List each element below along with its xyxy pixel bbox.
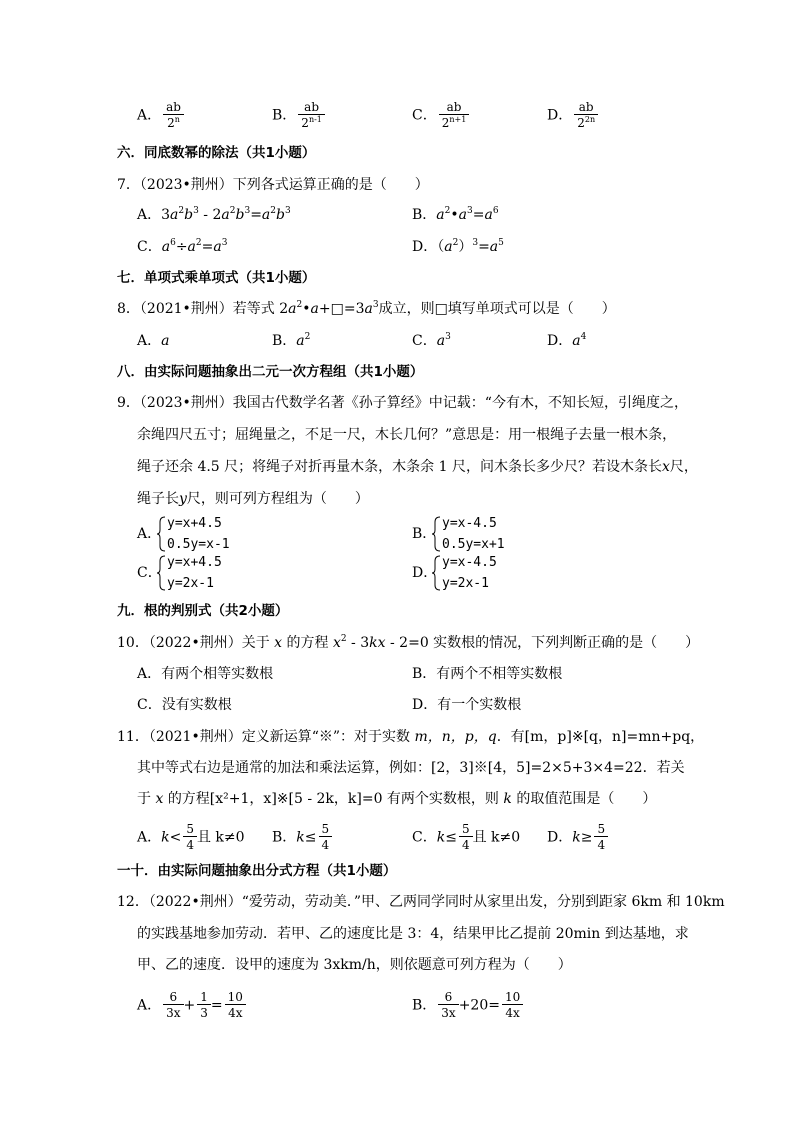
fraction: $\frac{6}{3x}$ xyxy=(438,990,458,1021)
fraction: $\frac{10}{4x}$ xyxy=(225,990,246,1021)
brace-icon xyxy=(157,555,166,591)
fraction: $\frac{1}{3}$ xyxy=(197,990,211,1021)
section-heading: 六．同底数幂的除法（共1小题） xyxy=(117,145,316,161)
q10-option-c[interactable]: C．没有实数根 xyxy=(137,697,232,713)
q6-option-d[interactable]: D． $\frac{ab}{2^{2n}}$ xyxy=(547,100,598,131)
fraction: $\frac{6}{3x}$ xyxy=(163,990,183,1021)
fraction: $\frac{5}{4}$ xyxy=(319,822,333,853)
fraction: $\frac{ab}{2^{2n}}$ xyxy=(574,100,598,131)
q8-option-d[interactable]: D．$a^4$ xyxy=(547,332,587,349)
brace-icon xyxy=(432,516,441,552)
q6-option-a[interactable]: A． $\frac{ab}{2^n}$ xyxy=(137,100,184,131)
question-12-line-3: 甲、乙的速度．设甲的速度为 3xkm/h，则依题意可列方程为（ ） xyxy=(137,957,572,973)
q10-option-a[interactable]: A．有两个相等实数根 xyxy=(137,666,274,682)
q11-option-c[interactable]: C．k≤ $\frac{5}{4}$ 且 k≠0 xyxy=(412,822,521,852)
fraction: $\frac{5}{4}$ xyxy=(594,822,608,853)
q12-option-a[interactable]: A． $\frac{6}{3x}$ + $\frac{1}{3}$ = $\frac{10}{4x}$ xyxy=(137,990,246,1021)
brace-icon xyxy=(157,516,166,552)
section-heading: 九．根的判别式（共2小题） xyxy=(117,603,289,619)
q8-option-a[interactable]: A．a xyxy=(137,333,170,349)
question-10-stem: 10．（2022•荆州）关于 x 的方程 $x^2 - 3kx - 2=0$ 实数根的情况，下列判断正确的是（ ） xyxy=(117,634,700,651)
q8-option-c[interactable]: C．$a^3$ xyxy=(412,332,451,349)
question-9-line-3: 绳子还余 4.5 尺；将绳子对折再量木条，木条余 1 尺，问木条长多少尺？若设木条长x尺， xyxy=(137,459,698,475)
q11-option-a[interactable]: A．k< $\frac{5}{4}$ 且 k≠0 xyxy=(137,822,245,852)
question-11-line-2: 其中等式右边是通常的加法和乘法运算，例如：[2，3]※[4，5]=2×5+3×4=22．若关 xyxy=(137,760,685,776)
q12-option-b[interactable]: B． $\frac{6}{3x}$ +20= $\frac{10}{4x}$ xyxy=(412,990,523,1021)
q10-option-d[interactable]: D．有一个实数根 xyxy=(412,697,522,713)
q7-option-a[interactable]: A．$3a^2b^3 - 2a^2b^3=a^2b^3$ xyxy=(137,206,291,223)
brace-icon xyxy=(432,555,441,591)
fraction: $\frac{5}{4}$ xyxy=(459,822,473,853)
fraction: $\frac{10}{4x}$ xyxy=(502,990,523,1021)
fraction: $\frac{5}{4}$ xyxy=(183,822,197,853)
q7-option-c[interactable]: C．$a^6\div a^2=a^3$ xyxy=(137,238,228,255)
section-heading: 七．单项式乘单项式（共1小题） xyxy=(117,270,316,286)
question-8-stem: 8．（2021•荆州）若等式 $2a^2•a+□=3a^3$成立，则□填写单项式可以是（ ） xyxy=(117,300,616,317)
q8-option-b[interactable]: B．$a^2$ xyxy=(272,332,311,349)
fraction: $\frac{ab}{2^n}$ xyxy=(163,100,184,131)
fraction: $\frac{ab}{2^{n-1}}$ xyxy=(298,100,325,131)
question-7-stem: 7．（2023•荆州）下列各式运算正确的是（ ） xyxy=(117,177,429,193)
q6-option-c[interactable]: C． $\frac{ab}{2^{n+1}}$ xyxy=(412,100,469,131)
question-12-line-2: 的实践基地参加劳动．若甲、乙的速度比是 3：4，结果甲比乙提前 20min 到达基地，求 xyxy=(137,926,689,942)
q7-option-d[interactable]: D．$(a^2)^3=a^5$ xyxy=(412,238,504,255)
q11-option-b[interactable]: B．k≤ $\frac{5}{4}$ xyxy=(272,822,332,853)
q11-option-d[interactable]: D．k≥ $\frac{5}{4}$ xyxy=(547,822,608,853)
section-heading: 八．由实际问题抽象出二元一次方程组（共1小题） xyxy=(117,364,424,380)
question-12-line-1: 12．（2022•荆州）“爱劳动，劳动美．”甲、乙两同学同时从家里出发，分别到距家 6km 和 10km xyxy=(117,894,725,910)
fraction: $\frac{ab}{2^{n+1}}$ xyxy=(439,100,470,131)
q6-option-b[interactable]: B． $\frac{ab}{2^{n-1}}$ xyxy=(272,100,325,131)
q10-option-b[interactable]: B．有两个不相等实数根 xyxy=(412,666,563,682)
q7-option-b[interactable]: B．$a^2•a^3=a^6$ xyxy=(412,206,499,223)
section-heading: 一十．由实际问题抽象出分式方程（共1小题） xyxy=(117,863,397,879)
question-9-line-1: 9．（2023•荆州）我国古代数学名著《孙子算经》中记载：“今有木，不知长短，引绳度之， xyxy=(117,395,688,411)
question-9-line-2: 余绳四尺五寸；屈绳量之，不足一尺，木长几何？”意思是：用一根绳子去量一根木条， xyxy=(137,427,677,443)
question-9-line-4: 绳子长y尺，则可列方程组为（ ） xyxy=(137,491,369,507)
question-11-line-1: 11．（2021•荆州）定义新运算“※”：对于实数 m，n，p，q．有[m，p]※[q，n]=mn+pq， xyxy=(117,729,705,745)
question-11-line-3: 于 x 的方程[x²+1，x]※[5 - 2k，k]=0 有两个实数根，则 k 的取值范围是（ ） xyxy=(137,791,657,807)
